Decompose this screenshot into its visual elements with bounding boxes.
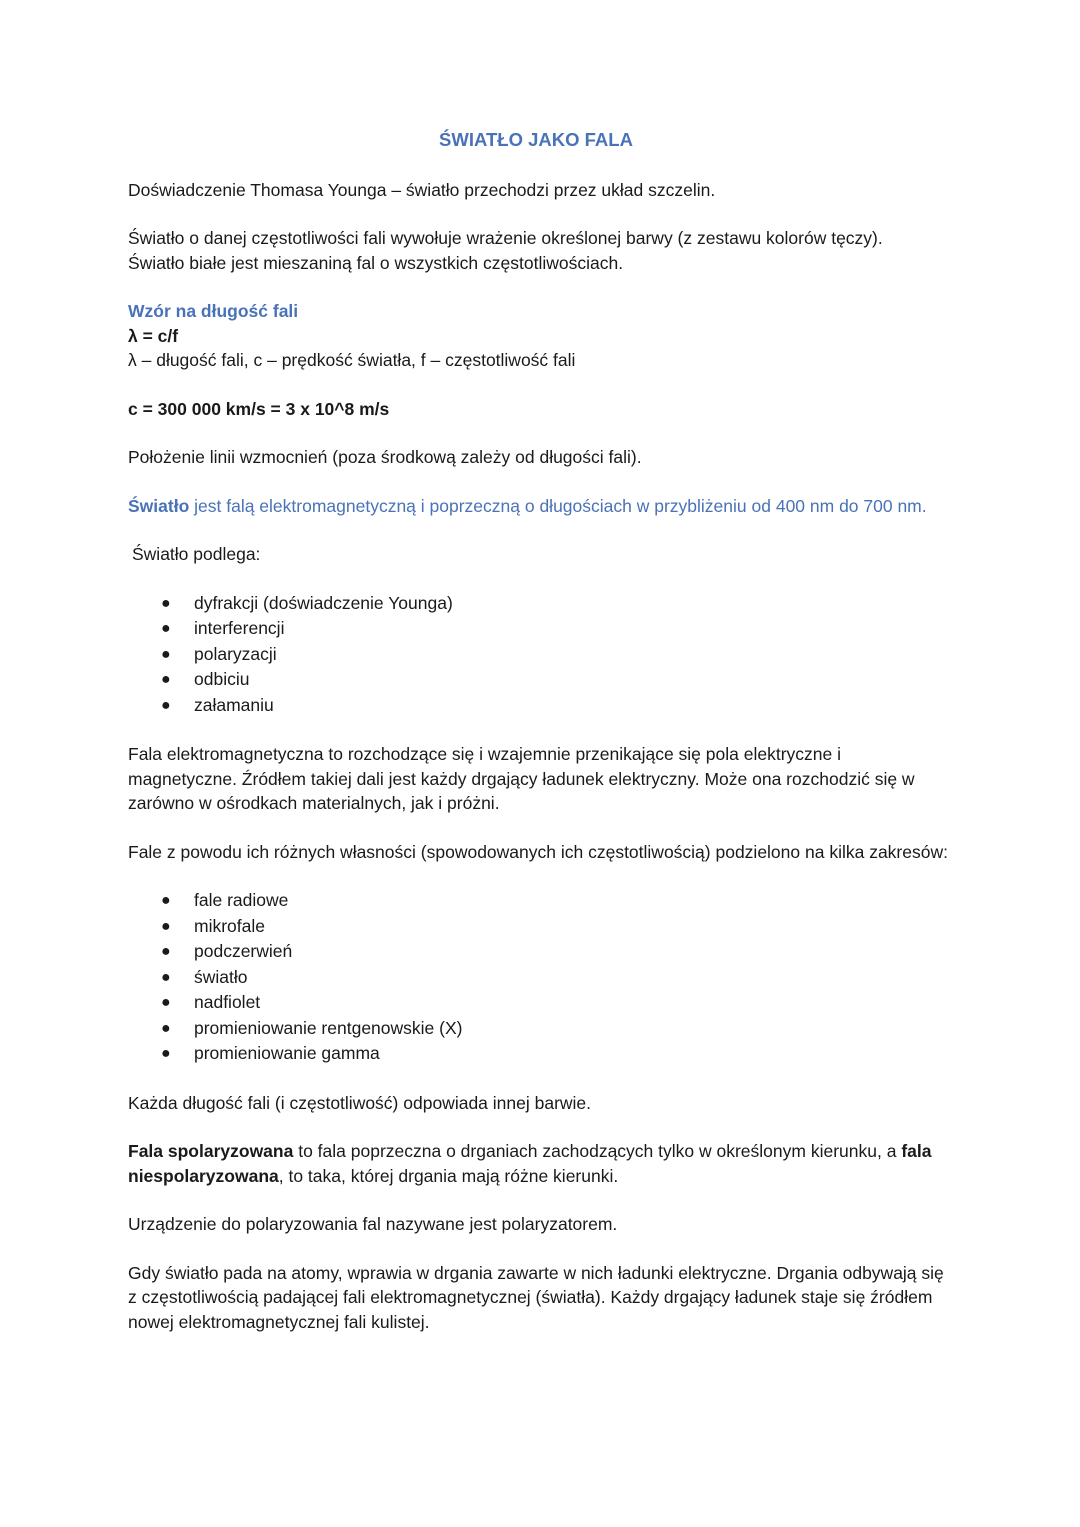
color-line-1: Światło o danej częstotliwości fali wywołuje wrażenie określonej barwy (z zestawu kolorów tęczy). [128, 228, 883, 248]
speed-of-light: c = 300 000 km/s = 3 x 10^8 m/s [128, 398, 390, 419]
list-item: ● światło [128, 965, 952, 991]
bullet-icon: ● [161, 917, 171, 935]
polarization-paragraph [128, 1139, 952, 1188]
list-item: ● podczerwień [128, 939, 952, 965]
color-line-2: Światło białe jest mieszaniną fal o wszystkich częstotliwościach. [128, 252, 624, 273]
list-item: ● promieniowanie rentgenowskie (X) [128, 1016, 952, 1042]
document-page [128, 128, 952, 1358]
color-paragraph [128, 226, 952, 275]
bullet-icon: ● [161, 994, 171, 1011]
bullet-icon: ● [161, 968, 171, 986]
ranges-paragraph: Fale z powodu ich różnych własności (spowodowanych ich częstotliwością) podzielono na kilka zakresów: [128, 841, 948, 862]
list-item: ● interferencji [128, 616, 952, 642]
formula: λ = c/f [128, 325, 179, 346]
color-wavelength-paragraph: Każda długość fali (i częstotliwość) odpowiada innej barwie. [128, 1092, 592, 1113]
list-item: ● nadfiolet [128, 990, 952, 1016]
list-item: ● fale radiowe [128, 888, 952, 914]
list-item: ● dyfrakcji (doświadczenie Younga) [128, 591, 952, 617]
light-definition-text: jest falą elektromagnetyczną i poprzeczną o długościach w przybliżeniu od 400 nm do 700 nm. [189, 495, 927, 516]
subject-to-label: Światło podlega: [132, 544, 261, 564]
bullet-icon: ● [161, 1045, 171, 1062]
list-item: ● promieniowanie gamma [128, 1041, 952, 1067]
page-title: ŚWIATŁO JAKO FALA [439, 129, 633, 150]
bullet-icon: ● [161, 892, 171, 909]
formula-legend: λ – długość fali, c – prędkość światła, f – częstotliwość fali [128, 350, 576, 370]
bullet-icon: ● [161, 594, 171, 612]
phenomena-list [128, 591, 952, 719]
bullet-icon: ● [161, 671, 171, 688]
list-item: ● polaryzacji [128, 642, 952, 668]
polarized-text: to fala poprzeczna o drganiach zachodzących tylko w określonym kierunku, a [293, 1141, 902, 1161]
polarized-term: Fala spolaryzowana [128, 1141, 294, 1161]
light-definition [128, 494, 952, 519]
bullet-icon: ● [161, 1019, 171, 1037]
lines-paragraph: Położenie linii wzmocnień (poza środkową zależy od długości fali). [128, 447, 642, 467]
bullet-icon: ● [161, 696, 171, 714]
list-item: ● odbiciu [128, 667, 952, 693]
em-wave-paragraph: Fala elektromagnetyczna to rozchodzące się i wzajemnie przenikające się pola elektryczne i magnetyczne. Źródłem takiej dali jest każdy drgający ładunek elektryczny. Może ona rozchodzić się w zarówno w ośrodkach materialnych, jak i próżni. [128, 744, 915, 813]
bullet-icon: ● [161, 645, 171, 663]
formula-heading: Wzór na długość fali [128, 301, 299, 321]
bullet-icon: ● [161, 943, 171, 960]
list-item: ● załamaniu [128, 693, 952, 719]
list-item: ● mikrofale [128, 914, 952, 940]
atoms-paragraph: Gdy światło pada na atomy, wprawia w drgania zawarte w nich ładunki elektryczne. Drgania odbywają się z częstotliwością padającej fali elektromagnetycznej (światła). Każdy drgający ładunek staje się źródłem nowej elektromagnetycznej fali kulistej. [128, 1262, 944, 1332]
polarizer-paragraph: Urządzenie do polaryzowania fal nazywane jest polaryzatorem. [128, 1214, 618, 1234]
formula-block [128, 299, 952, 373]
unpolarized-text: , to taka, której drgania mają różne kierunki. [278, 1165, 619, 1186]
unpolarized-term: fala niespolaryzowana [128, 1141, 932, 1186]
ranges-list [128, 888, 952, 1067]
light-definition-term: Światło [128, 495, 190, 516]
bullet-icon: ● [161, 620, 171, 637]
young-paragraph: Doświadczenie Thomasa Younga – światło przechodzi przez układ szczelin. [128, 179, 716, 200]
